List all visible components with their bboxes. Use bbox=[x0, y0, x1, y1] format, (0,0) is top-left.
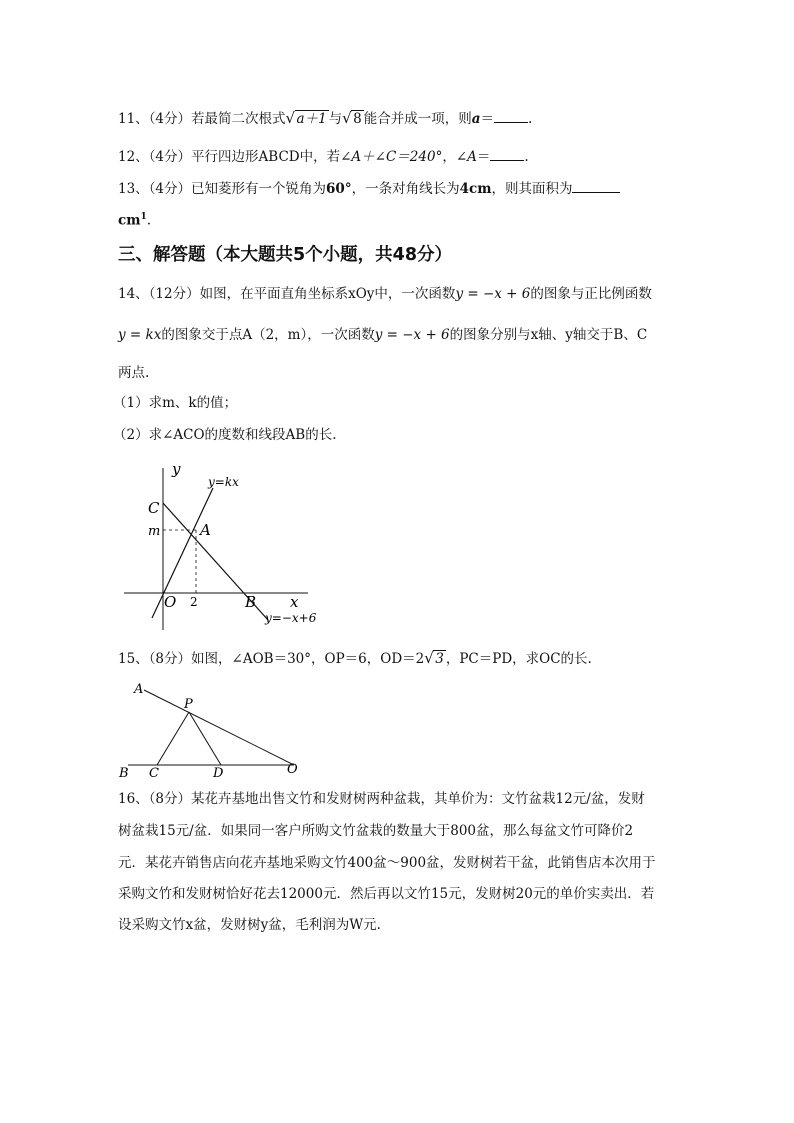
q12-period: . bbox=[524, 149, 529, 165]
q13-superscript: 1 bbox=[140, 212, 147, 222]
label-m: m bbox=[148, 524, 161, 539]
radical-3 bbox=[424, 650, 446, 668]
label-2: 2 bbox=[190, 595, 198, 609]
segment-PC bbox=[157, 712, 189, 765]
q15-text-2: ，PC＝PD，求OC的长. bbox=[445, 651, 592, 667]
q14-number: 14、 bbox=[118, 286, 149, 302]
q12-equals: ＝ bbox=[476, 149, 491, 165]
question-15 bbox=[118, 650, 592, 668]
q15-number: 15、 bbox=[118, 651, 149, 667]
radicand-2: 8 bbox=[353, 111, 362, 127]
section-heading: 三、解答题（本大题共5个小题，共48分） bbox=[118, 245, 453, 265]
q16-score: （8分） bbox=[148, 791, 192, 807]
radical-8 bbox=[342, 110, 364, 128]
label-B: B bbox=[119, 766, 129, 780]
label-x: x bbox=[290, 593, 299, 611]
q11-score: （4分） bbox=[148, 111, 192, 127]
question-16-line-1 bbox=[118, 790, 645, 808]
q13-score: （4分） bbox=[148, 181, 192, 197]
q13-number: 13、 bbox=[118, 181, 149, 197]
q11-text-2: 与 bbox=[328, 111, 343, 127]
q14-text-1b: 的图象与正比例函数 bbox=[530, 286, 652, 302]
q11-text-3: 能合并成一项，则 bbox=[363, 111, 472, 127]
figure-14-coordinate-graph bbox=[118, 458, 328, 633]
radical-a-plus-1 bbox=[286, 110, 329, 128]
q14-text-2b: 的图象分别与x轴、y轴交于B、C bbox=[449, 327, 648, 343]
radical-sign-icon: √ bbox=[285, 109, 296, 127]
label-C: C bbox=[149, 766, 159, 780]
q11-variable: a bbox=[471, 111, 481, 127]
question-16-line-5: 设采购文竹x盆，发财树y盆，毛利润为W元. bbox=[118, 917, 381, 933]
q13-length: 4cm bbox=[459, 181, 492, 197]
q15-text-1: 如图，∠AOB＝30°，OP＝6，OD＝2 bbox=[191, 651, 425, 667]
q12-answer-blank[interactable] bbox=[490, 146, 524, 161]
q14-function-proportional: y = kx bbox=[118, 327, 162, 343]
q14-function-linear: y = −x + 6 bbox=[455, 286, 531, 302]
label-C: C bbox=[148, 499, 160, 517]
q12-variable: ∠A bbox=[455, 149, 477, 165]
q14-text-2a: 的图象交于点A（2，m），一次函数 bbox=[161, 327, 375, 343]
label-A: A bbox=[134, 682, 144, 697]
q11-number: 11、 bbox=[118, 111, 149, 127]
q13-period: . bbox=[146, 212, 152, 229]
question-13 bbox=[118, 178, 620, 198]
label-y-neg-x-plus-6: y=−x+6 bbox=[265, 611, 317, 625]
question-14-line-1 bbox=[118, 285, 652, 303]
label-O: O bbox=[287, 762, 298, 777]
radicand-3: 3 bbox=[435, 651, 444, 667]
question-14-line-3: 两点. bbox=[118, 365, 150, 381]
question-11 bbox=[118, 108, 532, 128]
question-16-line-4: 采购文竹和发财树恰好花去12000元．然后再以文竹15元，发财树20元的单价实卖出．若 bbox=[118, 886, 655, 902]
question-14-line-2 bbox=[118, 326, 647, 344]
q15-score: （8分） bbox=[148, 651, 192, 667]
ray-OA bbox=[144, 690, 294, 765]
q12-score: （4分） bbox=[148, 149, 192, 165]
q12-expression: ∠A＋∠C＝240° bbox=[340, 149, 443, 165]
q13-text-1: 已知菱形有一个锐角为 bbox=[191, 181, 327, 197]
q16-text-1: 某花卉基地出售文竹和发财树两种盆栽，其单价为：文竹盆栽12元/盆，发财 bbox=[191, 791, 645, 807]
q16-number: 16、 bbox=[118, 791, 149, 807]
line-y-kx bbox=[152, 488, 213, 618]
q11-text-1: 若最简二次根式 bbox=[191, 111, 286, 127]
question-16-line-2: 树盆栽15元/盆．如果同一客户所购文竹盆栽的数量大于800盆，那么每盆文竹可降价2 bbox=[118, 823, 634, 839]
q12-number: 12、 bbox=[118, 149, 149, 165]
q12-text-1: 平行四边形ABCD中，若 bbox=[191, 149, 341, 165]
label-O: O bbox=[164, 593, 177, 611]
q11-period: . bbox=[528, 111, 533, 127]
question-13-unit bbox=[118, 208, 151, 230]
q11-equals: ＝ bbox=[480, 111, 495, 127]
q14-score: （12分） bbox=[148, 286, 200, 302]
label-y-kx: y=kx bbox=[208, 475, 239, 489]
figure-15-angle-diagram bbox=[116, 680, 316, 780]
q13-answer-blank[interactable] bbox=[572, 178, 620, 193]
label-A: A bbox=[200, 521, 211, 539]
q13-text-2: ，一条对角线长为 bbox=[351, 181, 460, 197]
question-12 bbox=[118, 146, 529, 166]
q11-answer-blank[interactable] bbox=[494, 108, 528, 123]
label-y: y bbox=[172, 460, 181, 478]
q14-text-1: 如图，在平面直角坐标系xOy中，一次函数 bbox=[199, 286, 456, 302]
q12-comma: ， bbox=[442, 149, 456, 165]
q13-angle: 60° bbox=[326, 181, 352, 197]
label-D: D bbox=[213, 766, 224, 780]
q13-text-3: ，则其面积为 bbox=[491, 181, 573, 197]
label-P: P bbox=[184, 697, 193, 712]
radical-sign-icon: √ bbox=[424, 649, 434, 667]
radical-sign-icon: √ bbox=[342, 109, 352, 127]
q14-function-linear-2: y = −x + 6 bbox=[374, 327, 450, 343]
q13-unit: cm bbox=[118, 212, 141, 229]
question-14-sub-1: （1）求m、k的值； bbox=[113, 395, 238, 411]
question-14-sub-2: （2）求∠ACO的度数和线段AB的长. bbox=[113, 427, 337, 443]
question-16-line-3: 元．某花卉销售店向花卉基地采购文竹400盆～900盆，发财树若干盆，此销售店本次用于 bbox=[118, 855, 656, 871]
radicand-1: a＋1 bbox=[296, 111, 327, 127]
label-B: B bbox=[245, 593, 257, 611]
